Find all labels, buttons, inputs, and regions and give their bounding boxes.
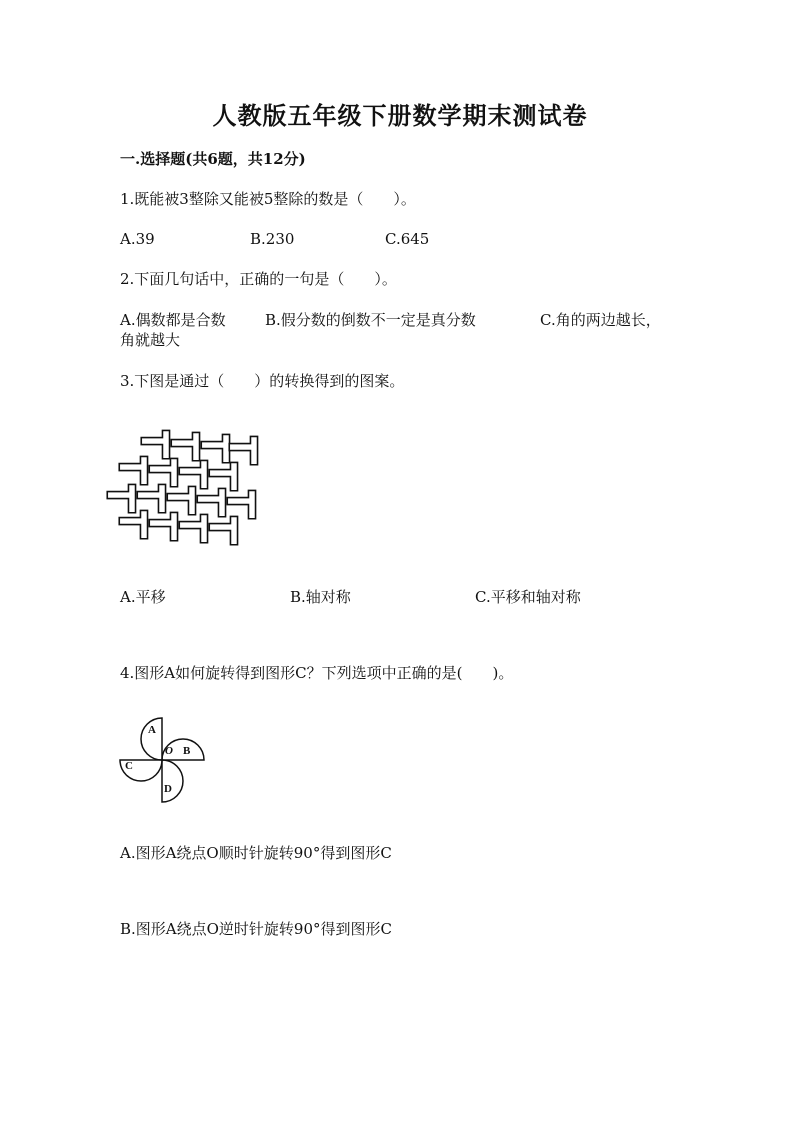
question-1-option-b: B.230 xyxy=(250,230,295,248)
question-3-option-b: B.轴对称 xyxy=(290,588,351,606)
figure-label-a: A xyxy=(148,724,156,736)
figure-label-d: D xyxy=(164,783,172,795)
question-4-option-b: B.图形A绕点O逆时针旋转90°得到图形C xyxy=(120,920,392,938)
question-3-stem: 3.下图是通过（ ）的转换得到的图案。 xyxy=(120,372,405,390)
question-1-option-c: C.645 xyxy=(385,230,430,248)
question-1-option-a: A.39 xyxy=(120,230,155,248)
interlocking-tile-pattern-figure xyxy=(120,420,265,545)
question-1-stem: 1.既能被3整除又能被5整除的数是（ ）。 xyxy=(120,190,416,208)
question-2-option-c: C.角的两边越长， xyxy=(540,311,661,329)
question-4-stem: 4.图形A如何旋转得到图形C？下列选项中正确的是( )。 xyxy=(120,664,514,682)
page-title: 人教版五年级下册数学期末测试卷 xyxy=(212,101,588,130)
pattern-tiles xyxy=(104,420,272,552)
question-2-option-c-continued: 角就越大 xyxy=(120,331,181,349)
question-2-option-a: A.偶数都是合数 xyxy=(120,311,226,329)
question-4-option-a: A.图形A绕点O顺时针旋转90°得到图形C xyxy=(120,844,392,862)
section-heading: 一.选择题(共6题，共12分) xyxy=(120,150,306,168)
question-2-stem: 2.下面几句话中，正确的一句是（ ）。 xyxy=(120,270,397,288)
question-3-option-a: A.平移 xyxy=(120,588,166,606)
figure-label-c: C xyxy=(125,760,133,772)
figure-label-o: O xyxy=(165,745,173,757)
question-3-option-c: C.平移和轴对称 xyxy=(475,588,581,606)
question-2-option-b: B.假分数的倒数不一定是真分数 xyxy=(265,311,476,329)
figure-label-b: B xyxy=(183,745,191,757)
rotation-pinwheel-figure xyxy=(118,712,218,804)
